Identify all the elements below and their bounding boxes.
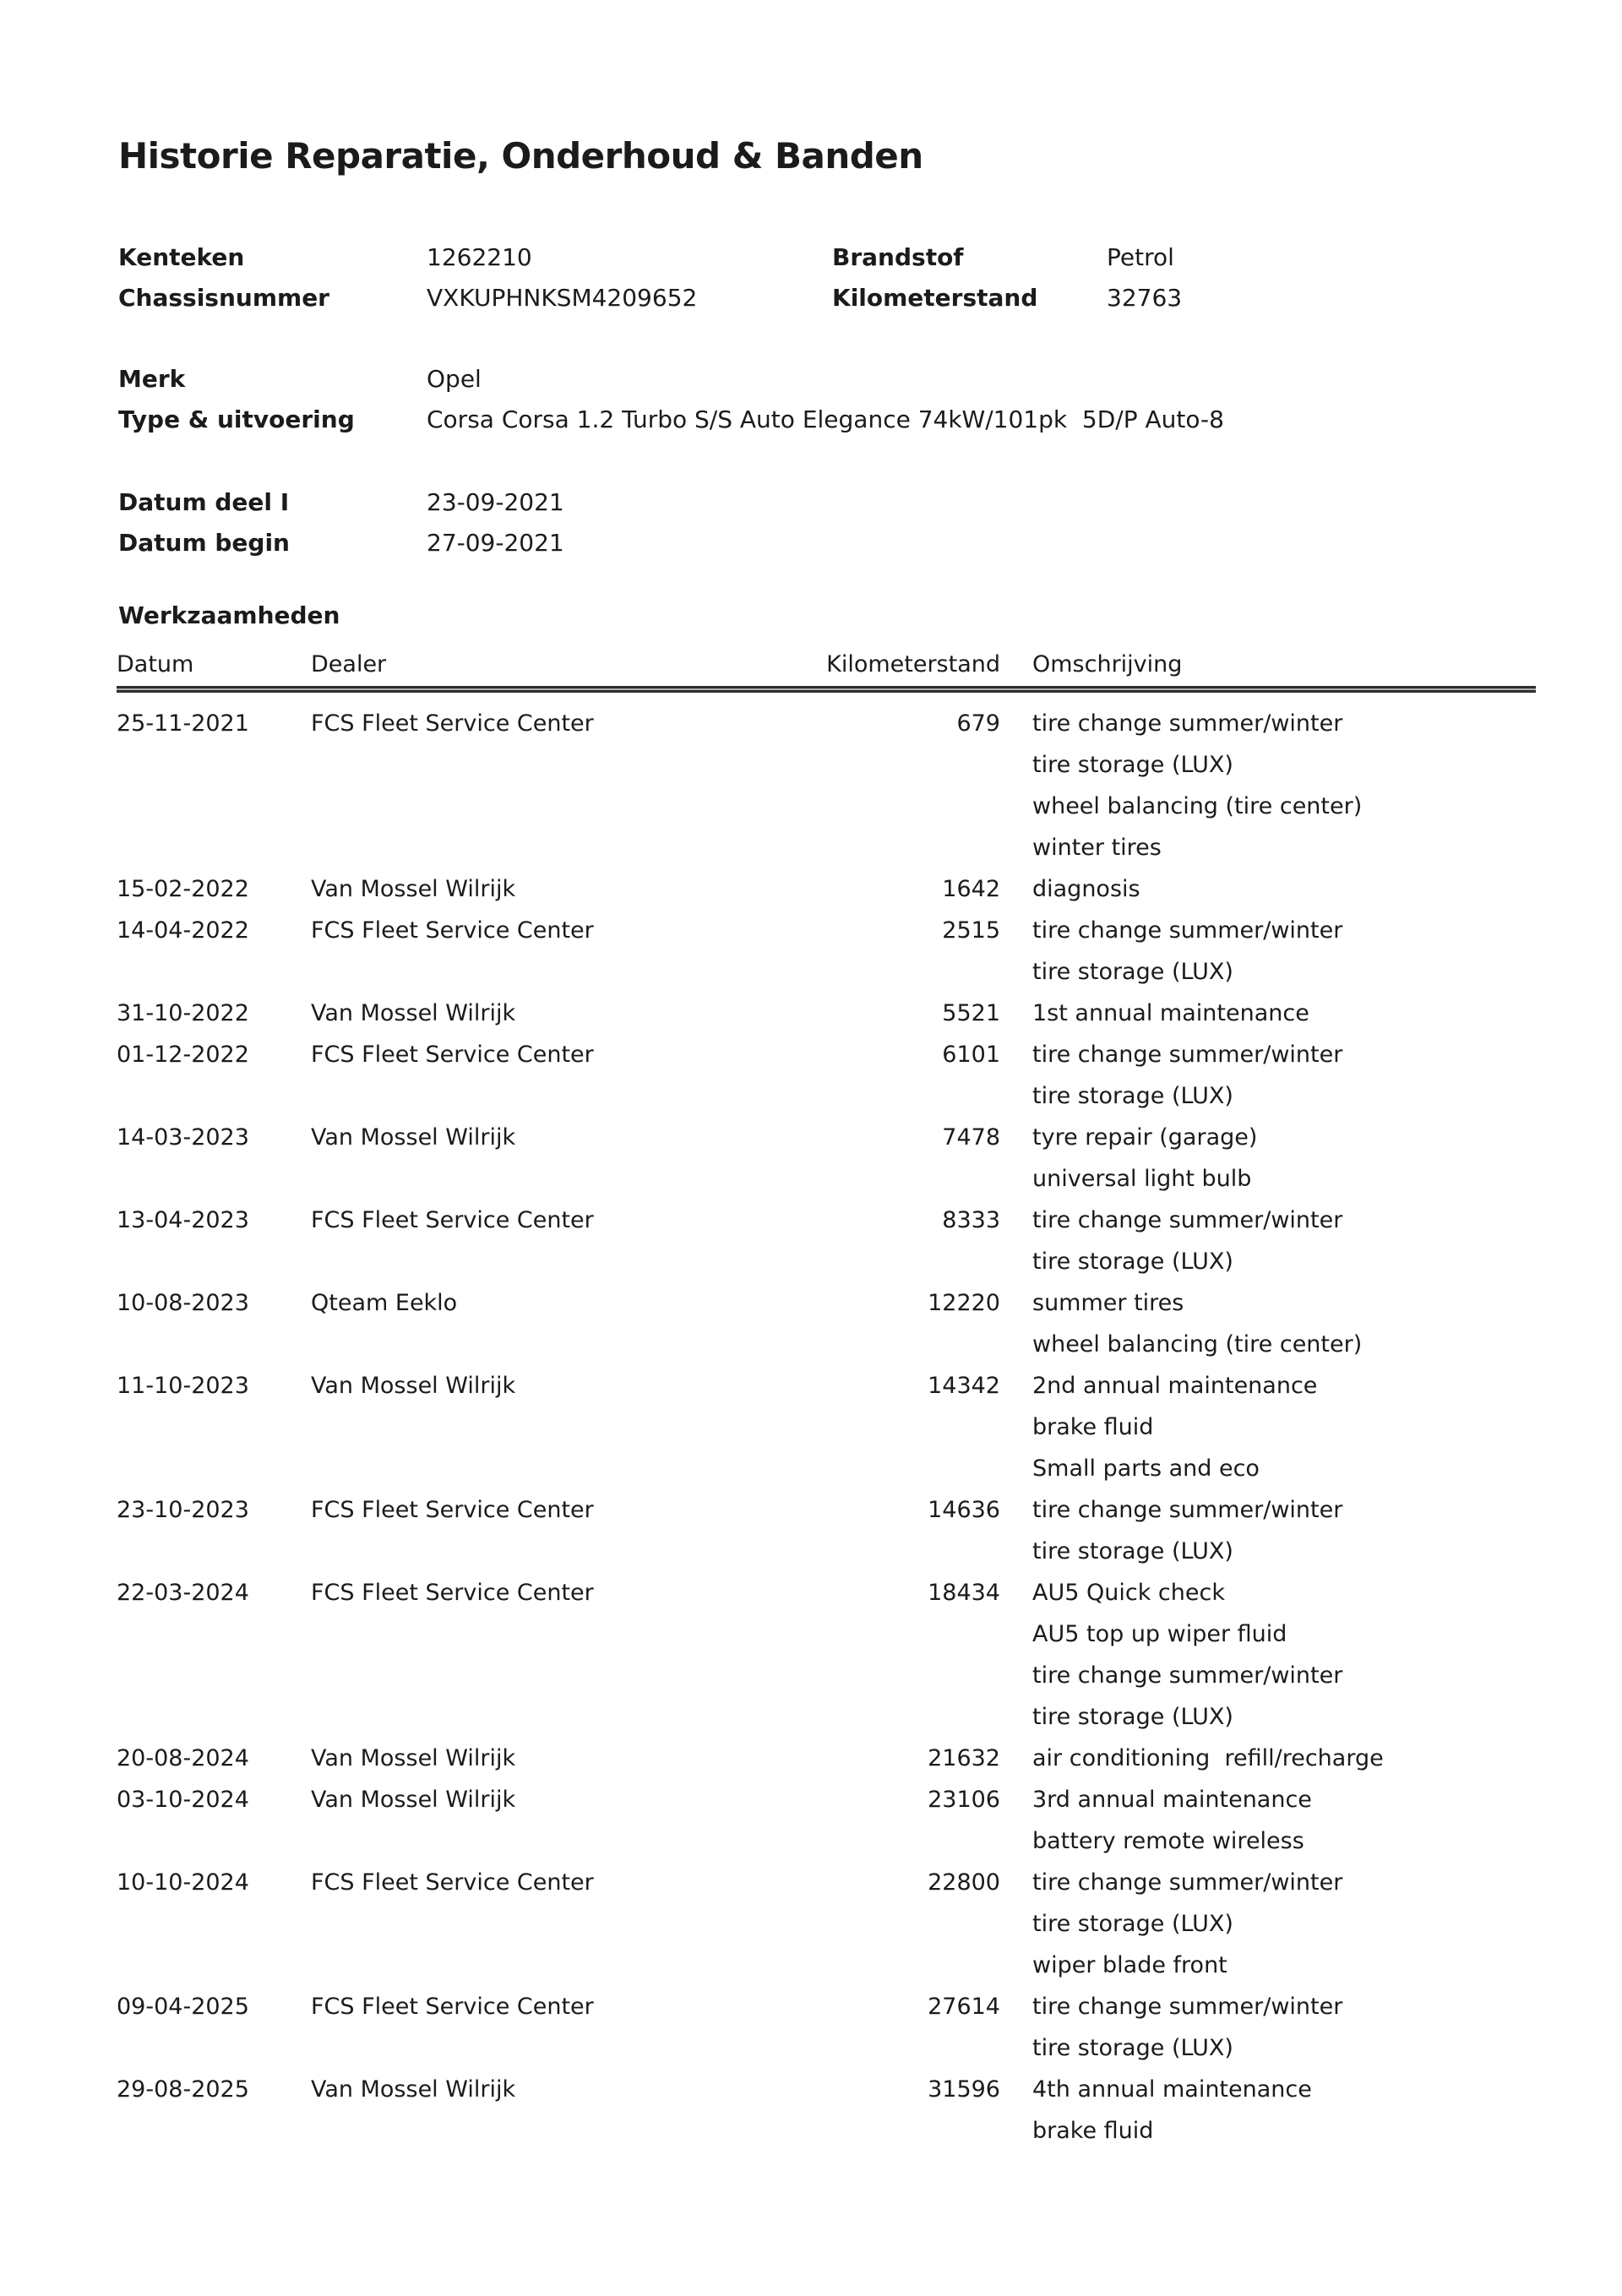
entry-description-line: AU5 top up wiper fluid: [1032, 1621, 1287, 1647]
table-row: [117, 1572, 1536, 1738]
entry-dealer: Van Mossel Wilrijk: [311, 2076, 516, 2103]
entry-description-line: tire change summer/winter: [1032, 1662, 1343, 1689]
entry-dealer: Qteam Eeklo: [311, 1290, 458, 1316]
entry-description-line: 2nd annual maintenance: [1032, 1373, 1318, 1399]
entry-descriptions: [1000, 1779, 1536, 1862]
table-row: [117, 703, 1536, 868]
info-row-chassisnummer: [118, 284, 1546, 318]
table-row: [117, 1986, 1536, 2069]
entry-description-line: AU5 Quick check: [1032, 1580, 1225, 1606]
entry-description-line: air conditioning refill/recharge: [1032, 1745, 1384, 1771]
entry-descriptions: [1000, 703, 1536, 868]
type-value: Corsa Corsa 1.2 Turbo S/S Auto Elegance 74kW/101pk 5D/P Auto-8: [427, 405, 1224, 433]
entry-description-line: tire storage (LUX): [1032, 2035, 1233, 2061]
column-header-omschrijving: Omschrijving: [1032, 651, 1183, 677]
info-row-datum-deel: [118, 488, 1546, 522]
table-row: [117, 1365, 1536, 1489]
entry-description-line: brake fluid: [1032, 2118, 1154, 2144]
merk-label: Merk: [118, 365, 186, 393]
entry-dealer: FCS Fleet Service Center: [311, 1207, 594, 1233]
column-header-dealer: Dealer: [311, 651, 387, 677]
entry-description-line: wheel balancing (tire center): [1032, 793, 1363, 819]
entry-dealer: Van Mossel Wilrijk: [311, 876, 516, 902]
chassisnummer-value: VXKUPHNKSM4209652: [427, 284, 698, 312]
entry-description-line: tire change summer/winter: [1032, 1207, 1343, 1233]
table-row: [117, 1117, 1536, 1200]
entry-dealer: FCS Fleet Service Center: [311, 710, 594, 737]
entry-descriptions: [1000, 1862, 1536, 1986]
entry-description-line: tire change summer/winter: [1032, 1042, 1343, 1068]
entry-date: 22-03-2024: [117, 1580, 249, 1606]
table-row: [117, 868, 1536, 910]
entry-dealer: FCS Fleet Service Center: [311, 1042, 594, 1068]
info-row-type: [118, 405, 1546, 439]
entry-dealer: Van Mossel Wilrijk: [311, 1787, 516, 1813]
entry-description-line: tire storage (LUX): [1032, 1911, 1233, 1937]
table-row: [117, 993, 1536, 1034]
entry-description-line: tire change summer/winter: [1032, 1994, 1343, 2020]
entry-date: 01-12-2022: [117, 1042, 249, 1068]
entry-descriptions: [1000, 1365, 1536, 1489]
table-row: [117, 2069, 1536, 2152]
kenteken-label: Kenteken: [118, 243, 245, 271]
entry-description-line: tire change summer/winter: [1032, 917, 1343, 944]
column-header-kilometerstand: Kilometerstand: [826, 651, 1000, 677]
entry-dealer: Van Mossel Wilrijk: [311, 1745, 516, 1771]
entry-description-line: tire storage (LUX): [1032, 959, 1233, 985]
table-row: [117, 1489, 1536, 1572]
werkzaamheden-heading: Werkzaamheden: [118, 601, 340, 629]
entry-km: 679: [956, 710, 1000, 737]
entry-km: 23106: [928, 1787, 1000, 1813]
entry-km: 27614: [928, 1994, 1000, 2020]
entry-date: 11-10-2023: [117, 1373, 249, 1399]
entry-km: 6101: [942, 1042, 1000, 1068]
entry-description-line: tire storage (LUX): [1032, 1538, 1233, 1564]
entry-description-line: tire change summer/winter: [1032, 1869, 1343, 1896]
entry-descriptions: [1000, 1986, 1536, 2069]
entry-km: 12220: [928, 1290, 1000, 1316]
entry-km: 18434: [928, 1580, 1000, 1606]
column-header-datum: Datum: [117, 651, 194, 677]
page-title: Historie Reparatie, Onderhoud & Banden: [118, 135, 923, 177]
datum-begin-label: Datum begin: [118, 529, 290, 557]
entry-descriptions: [1000, 1489, 1536, 1572]
entry-dealer: FCS Fleet Service Center: [311, 1994, 594, 2020]
entry-date: 23-10-2023: [117, 1497, 249, 1523]
table-row: [117, 1200, 1536, 1282]
entry-date: 10-10-2024: [117, 1869, 249, 1896]
entry-date: 15-02-2022: [117, 876, 249, 902]
entry-km: 21632: [928, 1745, 1000, 1771]
entry-date: 14-03-2023: [117, 1124, 249, 1151]
entry-descriptions: [1000, 993, 1536, 1034]
info-row-kenteken: [118, 243, 1546, 277]
info-row-merk: [118, 365, 1546, 399]
entry-description-line: Small parts and eco: [1032, 1455, 1260, 1482]
entry-descriptions: [1000, 1572, 1536, 1738]
entry-description-line: tyre repair (garage): [1032, 1124, 1258, 1151]
service-history-table: [117, 650, 1536, 2152]
entry-description-line: 4th annual maintenance: [1032, 2076, 1312, 2103]
entry-description-line: tire storage (LUX): [1032, 1083, 1233, 1109]
entry-descriptions: [1000, 2069, 1536, 2152]
entry-description-line: diagnosis: [1032, 876, 1140, 902]
entry-km: 14636: [928, 1497, 1000, 1523]
entry-km: 14342: [928, 1373, 1000, 1399]
entry-description-line: 3rd annual maintenance: [1032, 1787, 1312, 1813]
entry-date: 10-08-2023: [117, 1290, 249, 1316]
brandstof-value: Petrol: [1107, 243, 1174, 271]
entry-km: 2515: [942, 917, 1000, 944]
entry-km: 1642: [942, 876, 1000, 902]
entry-date: 29-08-2025: [117, 2076, 249, 2103]
table-row: [117, 1779, 1536, 1862]
entry-descriptions: [1000, 1034, 1536, 1117]
entry-description-line: tire storage (LUX): [1032, 1249, 1233, 1275]
entry-description-line: winter tires: [1032, 835, 1162, 861]
entry-description-line: tire change summer/winter: [1032, 710, 1343, 737]
service-table-body: [117, 703, 1536, 2152]
entry-description-line: universal light bulb: [1032, 1166, 1252, 1192]
entry-date: 03-10-2024: [117, 1787, 249, 1813]
entry-km: 8333: [942, 1207, 1000, 1233]
datum-deel-value: 23-09-2021: [427, 488, 564, 516]
entry-dealer: FCS Fleet Service Center: [311, 917, 594, 944]
entry-date: 14-04-2022: [117, 917, 249, 944]
datum-begin-value: 27-09-2021: [427, 529, 564, 557]
chassisnummer-label: Chassisnummer: [118, 284, 329, 312]
entry-description-line: summer tires: [1032, 1290, 1184, 1316]
entry-description-line: wheel balancing (tire center): [1032, 1331, 1363, 1357]
entry-description-line: tire change summer/winter: [1032, 1497, 1343, 1523]
header-divider-rule: [117, 686, 1536, 693]
entry-date: 25-11-2021: [117, 710, 249, 737]
entry-dealer: FCS Fleet Service Center: [311, 1580, 594, 1606]
entry-descriptions: [1000, 1282, 1536, 1365]
entry-dealer: FCS Fleet Service Center: [311, 1869, 594, 1896]
entry-date: 13-04-2023: [117, 1207, 249, 1233]
entry-km: 7478: [942, 1124, 1000, 1151]
entry-descriptions: [1000, 910, 1536, 993]
merk-value: Opel: [427, 365, 482, 393]
entry-descriptions: [1000, 868, 1536, 910]
entry-km: 31596: [928, 2076, 1000, 2103]
entry-date: 09-04-2025: [117, 1994, 249, 2020]
table-row: [117, 1282, 1536, 1365]
entry-description-line: battery remote wireless: [1032, 1828, 1304, 1854]
entry-dealer: Van Mossel Wilrijk: [311, 1000, 516, 1026]
entry-dealer: Van Mossel Wilrijk: [311, 1373, 516, 1399]
table-row: [117, 1034, 1536, 1117]
entry-date: 20-08-2024: [117, 1745, 249, 1771]
entry-descriptions: [1000, 1117, 1536, 1200]
table-row: [117, 1738, 1536, 1779]
entry-description-line: brake fluid: [1032, 1414, 1154, 1440]
entry-description-line: wiper blade front: [1032, 1952, 1227, 1978]
table-row: [117, 1862, 1536, 1986]
info-row-datum-begin: [118, 529, 1546, 563]
table-header-row: [117, 650, 1536, 679]
kilometerstand-label: Kilometerstand: [832, 284, 1038, 312]
brandstof-label: Brandstof: [832, 243, 964, 271]
entry-description-line: tire storage (LUX): [1032, 752, 1233, 778]
entry-km: 22800: [928, 1869, 1000, 1896]
datum-deel-label: Datum deel I: [118, 488, 290, 516]
kenteken-value: 1262210: [427, 243, 532, 271]
entry-description-line: 1st annual maintenance: [1032, 1000, 1309, 1026]
entry-km: 5521: [942, 1000, 1000, 1026]
entry-dealer: FCS Fleet Service Center: [311, 1497, 594, 1523]
entry-descriptions: [1000, 1738, 1536, 1779]
entry-date: 31-10-2022: [117, 1000, 249, 1026]
entry-descriptions: [1000, 1200, 1536, 1282]
kilometerstand-value: 32763: [1107, 284, 1183, 312]
entry-dealer: Van Mossel Wilrijk: [311, 1124, 516, 1151]
entry-description-line: tire storage (LUX): [1032, 1704, 1233, 1730]
table-row: [117, 910, 1536, 993]
type-label: Type & uitvoering: [118, 405, 355, 433]
